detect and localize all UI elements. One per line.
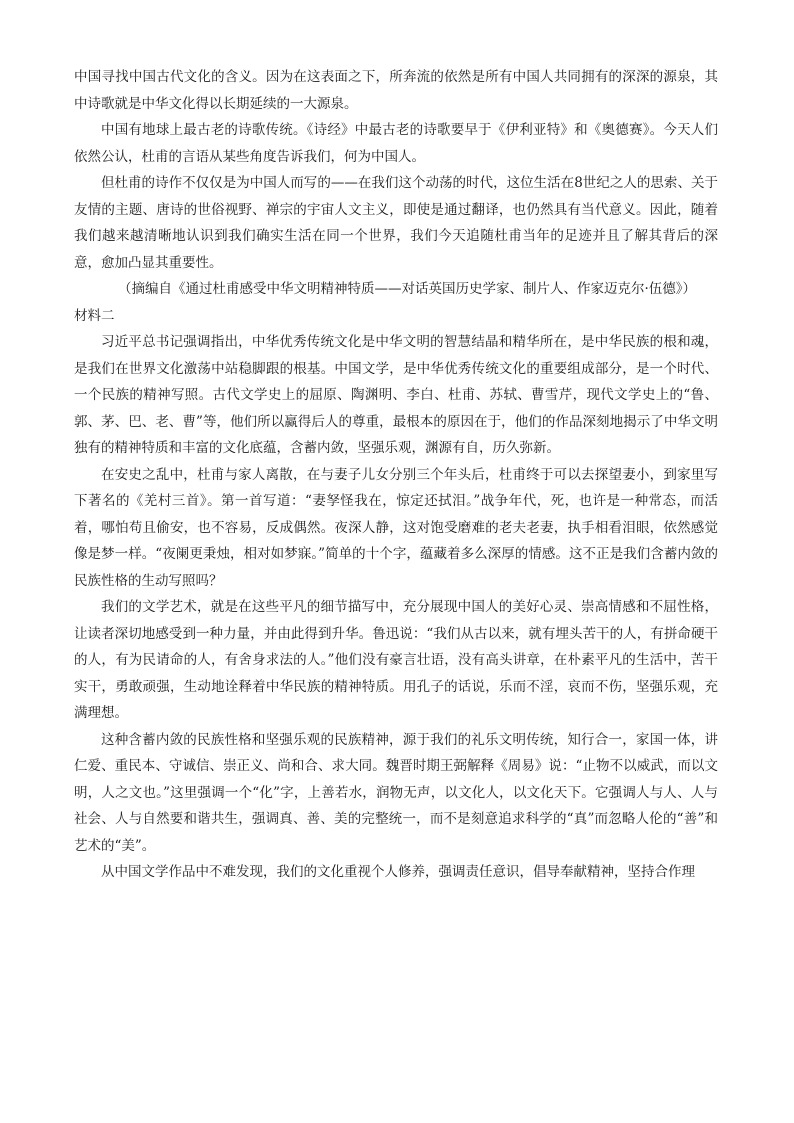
paragraph-qiang-village: 在安史之乱中，杜甫与家人离散，在与妻子儿女分别三个年头后，杜甫终于可以去探望妻小，到家里写下著名的《羌村三首》。第一首写道：“妻孥怪我在，惊定还拭泪。”战争年代，死，也许是一种常态，而活着，哪怕苟且偷安，也不容易，反成偶然。夜深人静，这对饱受磨难的老夫老妻，执手相看泪眼，依然感觉像是梦一样。“夜阑更秉烛，相对如梦寐。”简单的十个字，蕴藏着多么深厚的情感。这不正是我们含蓄内敛的民族性格的生动写照吗？ bbox=[74, 466, 718, 589]
paragraph-dufu-significance: 但杜甫的诗作不仅仅是为中国人而写的——在我们这个动荡的时代，这位生活在8世纪之人的思索、关于友情的主题、唐诗的世俗视野、禅宗的宇宙人文主义，即使是通过翻译，也仍然具有当代意义。因此，随着我们越来越清晰地认识到我们确实生活在同一个世界，我们今天追随杜甫当年的足迹并且了解其背后的深意，愈加凸显其重要性。 bbox=[74, 175, 718, 271]
section-label-material-two: 材料二 bbox=[74, 307, 115, 324]
paragraph-literary-art: 我们的文学艺术，就是在这些平凡的细节描写中，充分展现中国人的美好心灵、崇高情感和不屈性格，让读者深切地感受到一种力量，并由此得到升华。鲁迅说：“我们从古以来，就有埋头苦干的人，有拼命硬干的人，有为民请命的人，有舍身求法的人。”他们没有豪言壮语，没有高头讲章，在朴素平凡的生活中，苦干实干，勇敢顽强，生动地诠释着中华民族的精神特质。用孔子的话说，乐而不淫，哀而不伤，坚强乐观，充满理想。 bbox=[74, 599, 718, 721]
source-citation: （摘编自《通过杜甫感受中华文明精神特质——对话英国历史学家、制片人、作家迈克尔·伍德》） bbox=[118, 281, 697, 297]
paragraph-chinese-literature: 习近平总书记强调指出，中华优秀传统文化是中华文明的智慧结晶和精华所在，是中华民族的根和魂，是我们在世界文化激荡中站稳脚跟的根基。中国文学，是中华优秀传统文化的重要组成部分，是一个时代、一个民族的精神写照。古代文学史上的屈原、陶渊明、李白、杜甫、苏轼、曹雪芹，现代文学史上的“鲁、郭、茅、巴、老、曹”等，他们所以赢得后人的尊重，最根本的原因在于，他们的作品深刻地揭示了中华文明独有的精神特质和丰富的文化底蕴，含蓄内敛，坚强乐观，渊源有自，历久弥新。 bbox=[74, 334, 718, 456]
paragraph-continuation: 中国寻找中国古代文化的含义。因为在这表面之下，所奔流的依然是所有中国人共同拥有的深深的源泉，其中诗歌就是中华文化得以长期延续的一大源泉。 bbox=[74, 69, 718, 112]
document-body bbox=[74, 64, 718, 886]
paragraph-cultural-values: 从中国文学作品中不难发现，我们的文化重视个人修养，强调责任意识，倡导奉献精神，坚持合作理 bbox=[101, 864, 695, 880]
paragraph-national-character: 这种含蓄内敛的民族性格和坚强乐观的民族精神，源于我们的礼乐文明传统，知行合一，家国一体，讲仁爱、重民本、守诚信、崇正义、尚和合、求大同。魏晋时期王弼解释《周易》说：“止物不以威武，而以文明，人之文也。”这里强调一个“化”字，上善若水，润物无声，以文化人，以文化天下。它强调人与人、人与社会、人与自然要和谐共生，强调真、善、美的完整统一，而不是刻意追求科学的“真”而忽略人伦的“善”和艺术的“美”。 bbox=[74, 731, 718, 854]
paragraph-poetry-tradition: 中国有地球上最古老的诗歌传统。《诗经》中最古老的诗歌要早于《伊利亚特》和《奥德赛》。今天人们依然公认，杜甫的言语从某些角度告诉我们，何为中国人。 bbox=[74, 122, 718, 165]
